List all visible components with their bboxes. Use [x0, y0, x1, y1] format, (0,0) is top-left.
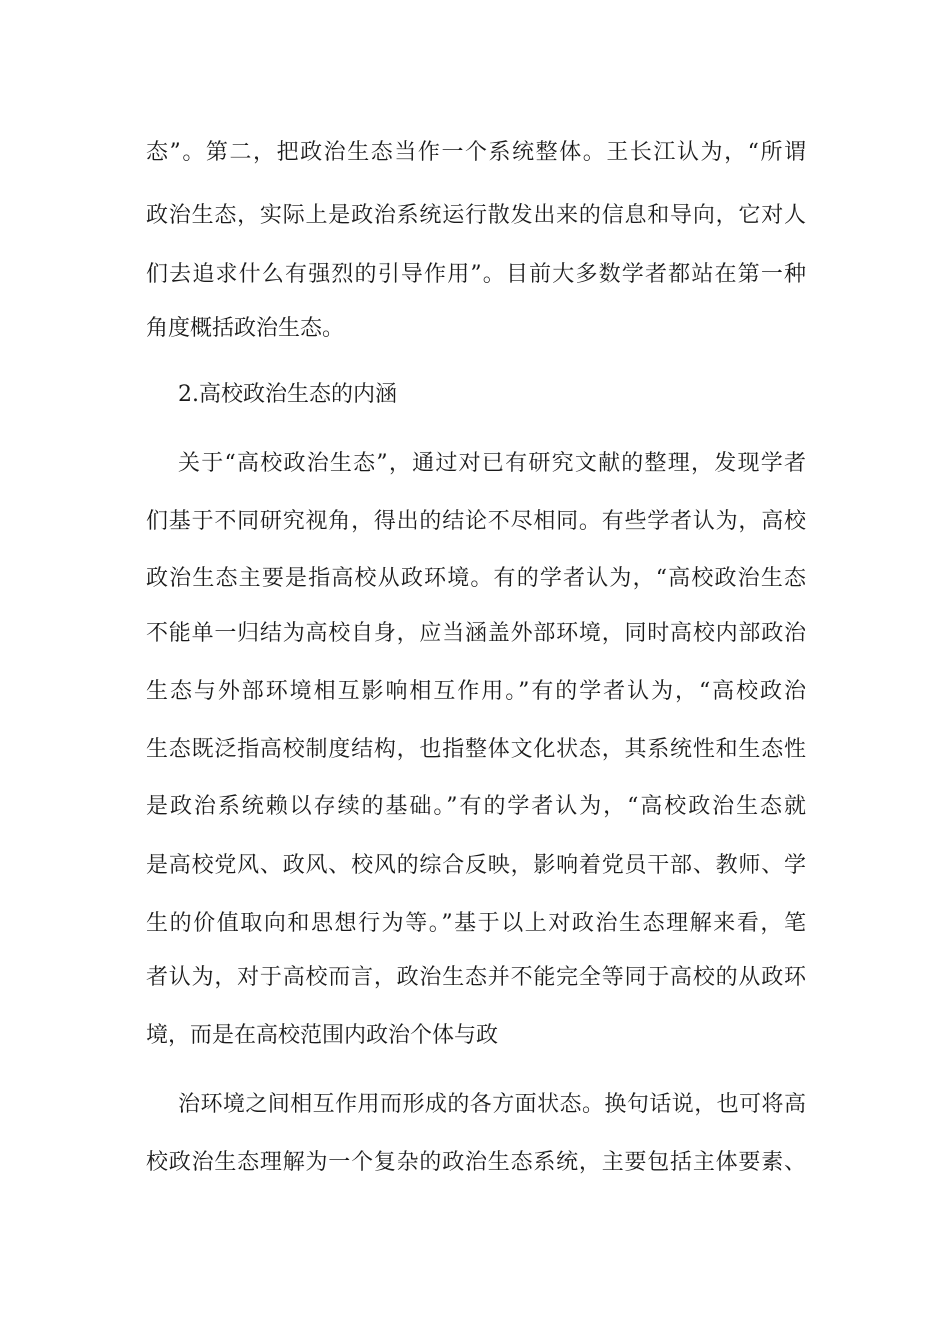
paragraph-2-line-6: 生态既泛指高校制度结构，也指整体文化状态，其系统性和生态性: [146, 737, 806, 762]
paragraph-1-line-3: 们去追求什么有强烈的引导作用”。目前大多数学者都站在第一种: [146, 262, 806, 287]
paragraph-2-line-2: 们基于不同研究视角，得出的结论不尽相同。有些学者认为，高校: [146, 509, 806, 534]
paragraph-2-line-5: 生态与外部环境相互影响相互作用。”有的学者认为，“高校政治: [146, 679, 806, 704]
paragraph-3-line-1: 治环境之间相互作用而形成的各方面状态。换句话说，也可将高: [178, 1092, 806, 1117]
paragraph-1-line-1: 态”。第二，把政治生态当作一个系统整体。王长江认为，“所谓: [146, 140, 806, 165]
paragraph-2-line-4: 不能单一归结为高校自身，应当涵盖外部环境，同时高校内部政治: [146, 621, 806, 646]
paragraph-2-line-3: 政治生态主要是指高校从政环境。有的学者认为，“高校政治生态: [146, 566, 806, 591]
paragraph-1-line-4: 角度概括政治生态。: [146, 316, 345, 341]
paragraph-3-line-2: 校政治生态理解为一个复杂的政治生态系统，主要包括主体要素、: [146, 1150, 806, 1175]
paragraph-2-line-1: 关于“高校政治生态”，通过对已有研究文献的整理，发现学者: [178, 451, 806, 476]
paragraph-2-line-9: 生的价值取向和思想行为等。”基于以上对政治生态理解来看，笔: [146, 911, 806, 936]
paragraph-1-line-2: 政治生态，实际上是政治系统运行散发出来的信息和导向，它对人: [146, 203, 806, 228]
paragraph-2-line-11: 境，而是在高校范围内政治个体与政: [146, 1023, 499, 1048]
paragraph-2-line-7: 是政治系统赖以存续的基础。”有的学者认为，“高校政治生态就: [146, 794, 806, 819]
paragraph-2-line-8: 是高校党风、政风、校风的综合反映，影响着党员干部、教师、学: [146, 853, 806, 878]
paragraph-2-line-10: 者认为，对于高校而言，政治生态并不能完全等同于高校的从政环: [146, 965, 806, 990]
section-heading: 2.高校政治生态的内涵: [178, 382, 397, 407]
